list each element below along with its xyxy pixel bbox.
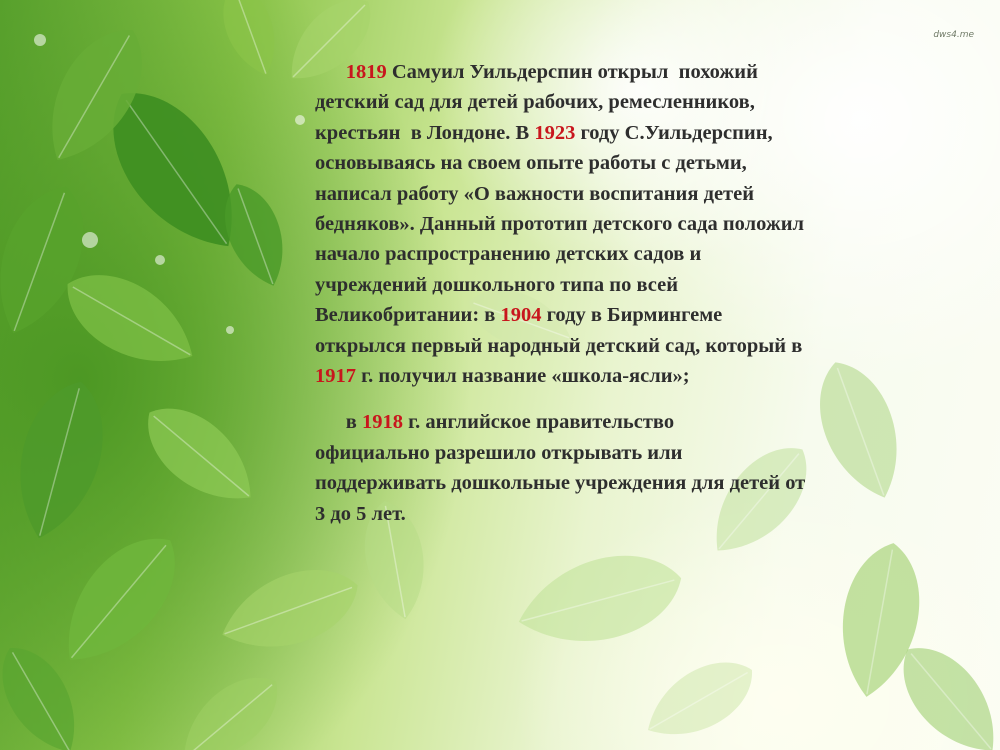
text-segment: 3 до 5 лет. <box>315 502 406 525</box>
bokeh-dot <box>226 326 234 334</box>
text-line <box>315 499 930 529</box>
year-highlight: 1904 <box>500 304 542 327</box>
text-segment: детский сад для детей рабочих, ремесленников, <box>315 91 755 114</box>
text-line <box>315 209 930 239</box>
text-segment: в <box>315 411 362 434</box>
text-line <box>315 87 930 117</box>
text-line <box>315 270 930 300</box>
year-highlight: 1819 <box>345 61 387 83</box>
text-line <box>315 331 930 361</box>
text-line <box>315 179 930 209</box>
paragraph-2 <box>315 407 930 529</box>
bokeh-dot <box>34 34 46 46</box>
year-highlight: 1918 <box>361 411 403 434</box>
bokeh-dot <box>82 232 98 248</box>
text-segment: г. получил название «школа-ясли»; <box>356 365 690 388</box>
watermark: dws4.me <box>933 30 974 40</box>
text-line <box>315 239 930 269</box>
text-segment: Самуил Уильдерспин открыл похожий <box>386 61 758 83</box>
leaf-shape <box>212 0 288 83</box>
text-line <box>315 300 930 330</box>
text-segment: написал работу «О важности воспитания детей <box>315 182 755 205</box>
text-segment: учреждений дошкольного типа по всей <box>315 273 679 296</box>
text-segment: г. английское правительство <box>402 411 675 434</box>
text-line <box>315 361 930 391</box>
text-line <box>315 118 930 148</box>
text-line <box>315 148 930 178</box>
bokeh-dot <box>295 115 305 125</box>
text-line <box>315 57 930 87</box>
year-highlight: 1923 <box>534 121 576 144</box>
text-segment: открылся первый народный детский сад, который в <box>315 334 803 357</box>
text-segment: бедняков». Данный прототип детского сада положил <box>315 213 805 236</box>
text-segment: году С.Уильдерспин, <box>575 121 773 144</box>
text-segment: поддерживать дошкольные учреждения для детей от <box>315 472 806 495</box>
leaf-shape <box>634 645 766 750</box>
text-segment: начало распространению детских садов и <box>315 243 702 266</box>
text-line <box>315 468 930 498</box>
text-line <box>315 407 930 437</box>
text-segment: основываясь на своем опыте работы с детьми, <box>315 152 747 175</box>
text-segment: Великобритании: в <box>315 304 501 327</box>
year-highlight: 1917 <box>315 365 356 388</box>
text-block <box>315 57 930 529</box>
text-segment: крестьян в Лондоне. В <box>315 121 535 144</box>
text-segment: году в Бирмингеме <box>541 304 723 327</box>
bokeh-dot <box>155 255 165 265</box>
text-segment <box>315 61 346 83</box>
text-line <box>315 438 930 468</box>
text-segment: официально разрешило открывать или <box>315 441 683 464</box>
leaf-shape <box>166 660 295 750</box>
paragraph-1 <box>315 57 930 391</box>
